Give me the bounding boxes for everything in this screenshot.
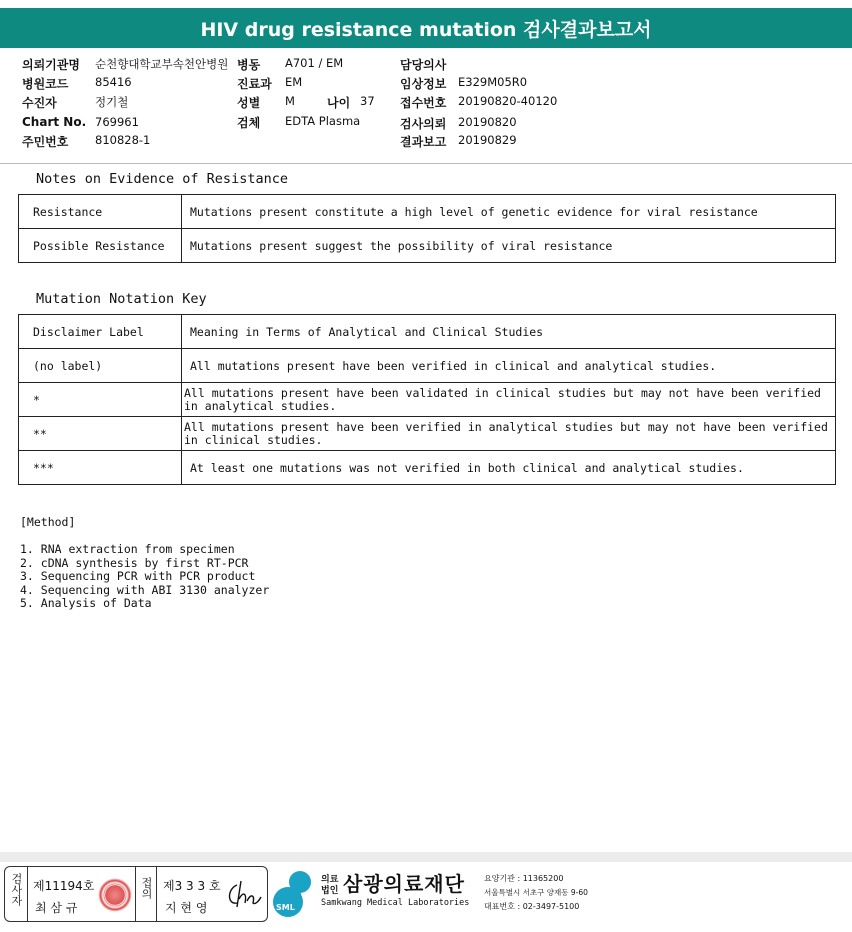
evidence-notes-table xyxy=(18,194,836,263)
examiner-label: 검사자 xyxy=(10,873,23,906)
notation-label: * xyxy=(19,383,182,417)
notation-meaning: At least one mutations was not verified in both clinical and analytical studies. xyxy=(182,451,836,485)
method-step: 5. Analysis of Data xyxy=(20,596,152,610)
label-institution: 의뢰기관명 xyxy=(22,58,80,72)
method-list xyxy=(20,543,269,611)
notation-meaning: All mutations present have been verified in analytical studies but may not have been verified in clinical studies. xyxy=(182,417,836,451)
value-specimen: EDTA Plasma xyxy=(285,114,361,128)
phone: 대표번호 : 02-3497-5100 xyxy=(484,902,580,911)
value-department: EM xyxy=(285,75,303,89)
evidence-meaning: Mutations present constitute a high level of genetic evidence for viral resistance xyxy=(182,195,836,229)
org-english: Samkwang Medical Laboratories xyxy=(321,898,470,908)
table-row xyxy=(19,451,836,485)
report-title: HIV drug resistance mutation 검사결과보고서 xyxy=(0,8,852,48)
care-code: 요양기관 : 11365200 xyxy=(484,874,564,883)
notation-meaning: All mutations present have been validated in clinical studies but may not have been verified in analytical studies. xyxy=(182,383,836,417)
org-name: 삼광의료재단 xyxy=(343,872,465,896)
footer-separator xyxy=(0,852,852,862)
label-hospital-code: 병원코드 xyxy=(22,77,69,91)
label-report-date: 결과보고 xyxy=(400,135,447,149)
patient-info xyxy=(0,54,852,154)
method-step: 4. Sequencing with ABI 3130 analyzer xyxy=(20,582,270,597)
signature-icon xyxy=(223,879,263,911)
evidence-label: Resistance xyxy=(19,195,182,229)
notation-label: ** xyxy=(19,417,182,451)
method-title: [Method] xyxy=(20,515,76,529)
signature-box xyxy=(4,866,268,922)
label-age: 나이 xyxy=(327,96,351,110)
notation-meaning: All mutations present have been verified in clinical and analytical studies. xyxy=(182,349,836,383)
value-ward: A701 / EM xyxy=(285,56,344,70)
evidence-label: Possible Resistance xyxy=(19,229,182,263)
org-prefix-top: 의료 xyxy=(321,875,339,885)
confirmer-name: 지 현 영 xyxy=(165,901,208,915)
label-sex: 성별 xyxy=(237,96,261,110)
value-report-date: 20190829 xyxy=(458,133,517,147)
column-header-meaning: Meaning in Terms of Analytical and Clinical Studies xyxy=(182,315,836,349)
table-header-row xyxy=(19,315,836,349)
notation-key-table xyxy=(18,314,836,485)
evidence-meaning: Mutations present suggest the possibility of viral resistance xyxy=(182,229,836,263)
method-step: 3. Sequencing PCR with PCR product xyxy=(20,569,256,583)
label-specimen: 검체 xyxy=(237,116,261,130)
confirmer-label: 접의 xyxy=(140,877,153,899)
logo-text: SML xyxy=(276,903,295,912)
table-row xyxy=(19,229,836,263)
table-row xyxy=(19,349,836,383)
label-receipt-no: 접수번호 xyxy=(400,96,447,110)
value-patient: 정기철 xyxy=(95,95,129,109)
examiner-seal-icon xyxy=(98,878,132,912)
value-age: 37 xyxy=(360,94,375,108)
label-ward: 병동 xyxy=(237,58,261,72)
table-row xyxy=(19,383,836,417)
method-step: 1. RNA extraction from specimen xyxy=(20,542,235,556)
address: 서울특별시 서초구 양재동 9-60 xyxy=(484,888,588,897)
examiner-name: 최 삼 규 xyxy=(35,901,78,915)
table-row xyxy=(19,195,836,229)
value-hospital-code: 85416 xyxy=(95,75,132,89)
evidence-notes-title: Notes on Evidence of Resistance xyxy=(36,171,288,187)
notation-key-title: Mutation Notation Key xyxy=(36,291,207,307)
value-institution: 순천향대학교부속천안병원 xyxy=(95,57,229,71)
label-request-date: 검사의뢰 xyxy=(400,117,447,131)
notation-label: *** xyxy=(19,451,182,485)
value-receipt-no: 20190820-40120 xyxy=(458,94,558,108)
examiner-license: 제11194호 xyxy=(33,879,95,893)
label-chart-no: Chart No. xyxy=(22,115,87,129)
value-sex: M xyxy=(285,94,295,108)
divider xyxy=(0,163,852,164)
label-doctor: 담당의사 xyxy=(400,58,447,72)
label-department: 진료과 xyxy=(237,77,272,91)
method-step: 2. cDNA synthesis by first RT-PCR xyxy=(20,555,249,570)
table-row xyxy=(19,417,836,451)
value-request-date: 20190820 xyxy=(458,115,517,129)
org-prefix-bottom: 법인 xyxy=(321,886,339,896)
value-chart-no: 769961 xyxy=(95,115,139,129)
confirmer-license: 제3 3 3 호 xyxy=(163,879,221,893)
label-patient: 수진자 xyxy=(22,96,57,110)
label-clinical-info: 임상정보 xyxy=(400,77,447,91)
value-clinical-info: E329M05R0 xyxy=(458,75,528,89)
notation-label: (no label) xyxy=(19,349,182,383)
column-header-label: Disclaimer Label xyxy=(19,315,182,349)
label-resident-no: 주민번호 xyxy=(22,135,69,149)
value-resident-no: 810828-1 xyxy=(95,133,151,147)
